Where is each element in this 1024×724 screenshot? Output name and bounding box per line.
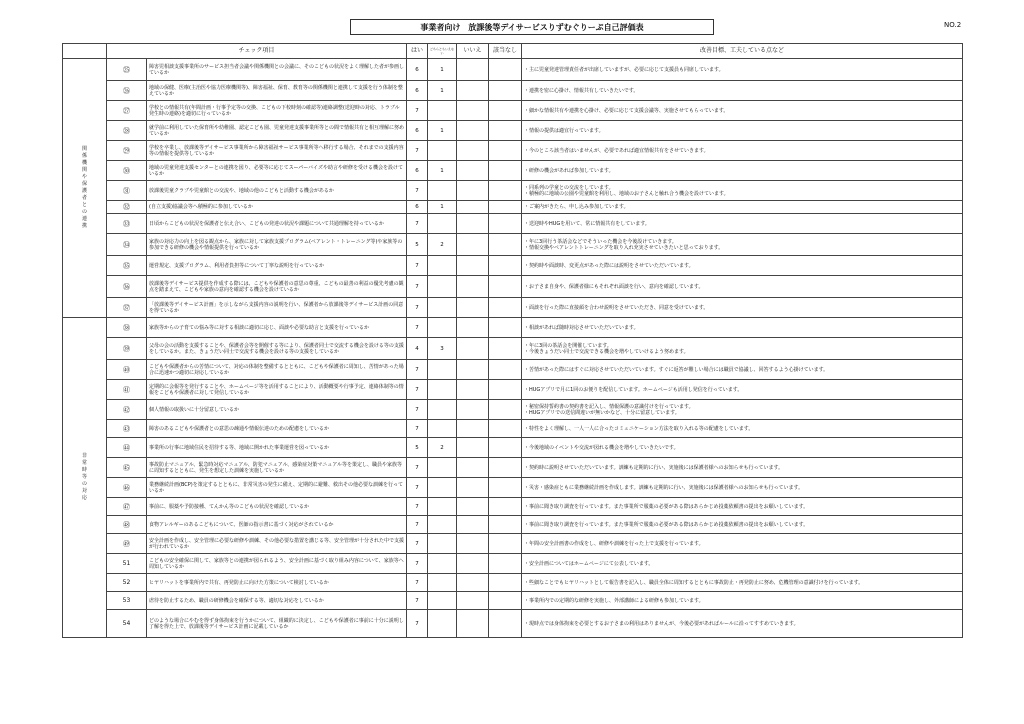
na-count xyxy=(489,554,522,574)
na-count xyxy=(489,201,522,214)
evaluation-table xyxy=(62,43,963,638)
item-text: どのような場合にやむを得ず身体拘束を行うかについて、組織的に決定し、こどもや保護者に事前に十分に説明し了解を得た上で、放課後等デイサービス計画に記載しているか xyxy=(147,610,407,638)
yes-count: 4 xyxy=(407,338,428,360)
yes-count: 7 xyxy=(407,554,428,574)
no-count xyxy=(457,458,489,478)
item-text: こどもの安全確保に関して、家族等との連携が図られるよう、安全計画に基づく取り組み内容について、家族等へ周知しているか xyxy=(147,554,407,574)
item-number: ㉞ xyxy=(107,234,147,256)
table-row xyxy=(63,201,963,214)
document-title: 事業者向け 放課後等デイサービスりずむぐりーぷ自己評価表 xyxy=(350,19,714,35)
yes-count: 7 xyxy=(407,534,428,554)
item-text: 家族の対応力の向上を図る観点から、家族に対して家族支援プログラム(ペアレント・トレーニング等)や家族等の参加できる研修の機会や情報提供を行っているか xyxy=(147,234,407,256)
na-count xyxy=(489,256,522,276)
improvement-comment: ・主に児童発達管理責任者が出席していますが、必要に応じて支援員も同席しています。 xyxy=(522,59,963,81)
improvement-comment: ・相談があれば随時対応させていただいています。 xyxy=(522,318,963,338)
table-row xyxy=(63,214,963,234)
no-count xyxy=(457,498,489,516)
na-count xyxy=(489,360,522,380)
item-text: 定期的に会報等を発行することや、ホームページ等を活用することにより、活動概要や行事予定、連絡体制等の情報をこどもや保護者に対して発信しているか xyxy=(147,380,407,400)
yes-count: 7 xyxy=(407,516,428,534)
item-text: 父母の会の活動を支援することや、保護者会等を開催する等により、保護者同士で交流する機会を設ける等の支援をしているか。また、きょうだい同士で交流する機会を設ける等の支援をしているか xyxy=(147,338,407,360)
item-number: ㊱ xyxy=(107,276,147,298)
na-count xyxy=(489,141,522,161)
item-number: ㉚ xyxy=(107,161,147,181)
item-text: こどもや保護者からの苦情について、対応の体制を整備するとともに、こどもや保護者に周知し、苦情があった場合に迅速かつ適切に対応しているか xyxy=(147,360,407,380)
na-count xyxy=(489,610,522,638)
header-improvement: 改善目標、工夫している点など xyxy=(522,44,963,59)
item-text: 安全計画を作成し、安全管理に必要な研修や訓練、その他必要な措置を講じる等、安全管理が十分された中で支援が行われているか xyxy=(147,534,407,554)
item-number: ㊽ xyxy=(107,516,147,534)
improvement-comment: ・連携を密に心掛け、情報共有していきたいです。 xyxy=(522,81,963,101)
table-row xyxy=(63,516,963,534)
improvement-comment: ・些細なことでもヒヤリハットとして報告書を記入し、職員全体に周知するとともに事故防止・再発防止に努め、危機管理の意識付けを行っています。 xyxy=(522,574,963,592)
no-count xyxy=(457,276,489,298)
na-count xyxy=(489,592,522,610)
table-row xyxy=(63,276,963,298)
improvement-comment: ・情報の提供は適宜行っています。 xyxy=(522,121,963,141)
table-row xyxy=(63,81,963,101)
item-text: ヒヤリハットを事業所内で共有、再発防止に向けた方策について検討しているか xyxy=(147,574,407,592)
yes-count: 7 xyxy=(407,610,428,638)
neither-count xyxy=(428,360,457,380)
na-count xyxy=(489,81,522,101)
neither-count: 2 xyxy=(428,438,457,458)
na-count xyxy=(489,420,522,438)
item-number: ㉟ xyxy=(107,256,147,276)
improvement-comment: ・契約時に説明させていただいています。訓練も定期的に行い、実施後には保護者様へのお知らせも行っています。 xyxy=(522,458,963,478)
item-number: ㊹ xyxy=(107,438,147,458)
yes-count: 7 xyxy=(407,214,428,234)
na-count xyxy=(489,59,522,81)
neither-count xyxy=(428,276,457,298)
no-count xyxy=(457,438,489,458)
no-count xyxy=(457,141,489,161)
yes-count: 7 xyxy=(407,498,428,516)
improvement-comment: ・特性をよく理解し、一人一人に合ったコミュニケーション方法を取り入れる等の配慮をしています。 xyxy=(522,420,963,438)
no-count xyxy=(457,534,489,554)
header-yes: はい xyxy=(407,44,428,59)
neither-count xyxy=(428,554,457,574)
item-number: ㊺ xyxy=(107,458,147,478)
item-number: ㉖ xyxy=(107,81,147,101)
neither-count xyxy=(428,181,457,201)
table-row xyxy=(63,458,963,478)
improvement-comment: ・お子さま自身や、保護者様にもそれぞれ面談を行い、意向を確認しています。 xyxy=(522,276,963,298)
item-number: ㉕ xyxy=(107,59,147,81)
item-text: 食物アレルギーのあるこどもについて、医師の指示書に基づく対応がされているか xyxy=(147,516,407,534)
item-number: 53 xyxy=(107,592,147,610)
item-text: 地域の児童発達支援センターとの連携を図り、必要等に応じてスーパーバイズや助言や研修を受ける機会を設けているか xyxy=(147,161,407,181)
item-text: 障害のあるこどもや保護者との意思の疎通や情報伝達のための配慮をしているか xyxy=(147,420,407,438)
no-count xyxy=(457,420,489,438)
table-row xyxy=(63,554,963,574)
item-text: 放課後児童クラブや児童館との交流や、地域の他のこどもと活動する機会があるか xyxy=(147,181,407,201)
table-row xyxy=(63,318,963,338)
item-text: (自立支援)協議会等へ積極的に参加しているか xyxy=(147,201,407,214)
table-row xyxy=(63,400,963,420)
header-blank xyxy=(63,44,107,59)
table-row xyxy=(63,256,963,276)
yes-count: 7 xyxy=(407,400,428,420)
neither-count xyxy=(428,592,457,610)
table-row xyxy=(63,121,963,141)
table-row xyxy=(63,498,963,516)
table-row xyxy=(63,161,963,181)
no-count xyxy=(457,234,489,256)
no-count xyxy=(457,201,489,214)
neither-count xyxy=(428,498,457,516)
item-number: ㉛ xyxy=(107,181,147,201)
neither-count xyxy=(428,101,457,121)
no-count xyxy=(457,214,489,234)
no-count xyxy=(457,360,489,380)
na-count xyxy=(489,181,522,201)
neither-count: 1 xyxy=(428,201,457,214)
table-row xyxy=(63,360,963,380)
item-text: 学校との情報共有(年間計画・行事予定等の交換、こどもの下校時刻の確認等)連絡調整(送迎時の対応、トラブル発生時の連絡)を適切に行っているか xyxy=(147,101,407,121)
yes-count: 7 xyxy=(407,574,428,592)
neither-count: 3 xyxy=(428,338,457,360)
item-text: 事業所の行事に地域住民を招待する等、地域に開かれた事業運営を図っているか xyxy=(147,438,407,458)
category-cell xyxy=(63,59,107,318)
no-count xyxy=(457,338,489,360)
neither-count xyxy=(428,610,457,638)
na-count xyxy=(489,161,522,181)
item-number: 54 xyxy=(107,610,147,638)
item-number: ㊳ xyxy=(107,318,147,338)
neither-count: 1 xyxy=(428,161,457,181)
neither-count xyxy=(428,380,457,400)
item-text: 地域の保健、医療(主治医や協力医療機関等)、障害福祉、保育、教育等の関係機関と連携して支援を行う体制を整えているか xyxy=(147,81,407,101)
na-count xyxy=(489,574,522,592)
neither-count xyxy=(428,214,457,234)
yes-count: 6 xyxy=(407,201,428,214)
item-number: ㊶ xyxy=(107,380,147,400)
na-count xyxy=(489,338,522,360)
item-text: 虐待を防止するため、職員の研修機会を確保する等、適切な対応をしているか xyxy=(147,592,407,610)
item-text: 就学前に利用していた保育所や幼稚園、認定こども園、児童発達支援事業所等との間で情報共有と相互理解に努めているか xyxy=(147,121,407,141)
table-row xyxy=(63,338,963,360)
no-count xyxy=(457,298,489,318)
na-count xyxy=(489,380,522,400)
improvement-comment: ・年に3回の茶話会を開催しています。 ・今後きょうだい同士で交流できる機会を増やしていけるよう努めます。 xyxy=(522,338,963,360)
no-count xyxy=(457,574,489,592)
item-number: ㊵ xyxy=(107,360,147,380)
na-count xyxy=(489,318,522,338)
no-count xyxy=(457,478,489,498)
table-row xyxy=(63,610,963,638)
improvement-comment: ・安全計画についてはホームページにて公表しています。 xyxy=(522,554,963,574)
category-cell xyxy=(63,318,107,638)
improvement-comment: ・事前に聞き取り調査を行っています。また事業所で服薬の必要がある際はあらかじめ投薬依頼書の提出をお願いしています。 xyxy=(522,498,963,516)
improvement-comment: ・契約時や面談時、変更点があった際には説明をさせていただいています。 xyxy=(522,256,963,276)
item-number: ㊷ xyxy=(107,400,147,420)
na-count xyxy=(489,276,522,298)
yes-count: 6 xyxy=(407,161,428,181)
item-number: ㊲ xyxy=(107,298,147,318)
table-row xyxy=(63,181,963,201)
no-count xyxy=(457,610,489,638)
no-count xyxy=(457,181,489,201)
header-neither: どちらともいえない xyxy=(428,44,457,59)
no-count xyxy=(457,256,489,276)
improvement-comment: ・今のところ該当者はいませんが、必要であれば適宜情報共有をさせていきます。 xyxy=(522,141,963,161)
neither-count xyxy=(428,574,457,592)
neither-count xyxy=(428,256,457,276)
header-na: 該当なし xyxy=(489,44,522,59)
improvement-comment: ・今後地域のイベントや交流が図れる機会を増やしていきたいです。 xyxy=(522,438,963,458)
improvement-comment: ・事前に聞き取り調査を行っています。また事業所で服薬の必要がある際はあらかじめ投薬依頼書の提出をお願いしています。 xyxy=(522,516,963,534)
neither-count: 1 xyxy=(428,121,457,141)
na-count xyxy=(489,101,522,121)
no-count xyxy=(457,318,489,338)
na-count xyxy=(489,458,522,478)
table-row xyxy=(63,478,963,498)
improvement-comment: ・HUGアプリで月に1回のお便りを配信しています。ホームページも活用し発信を行っています。 xyxy=(522,380,963,400)
table-row xyxy=(63,141,963,161)
yes-count: 6 xyxy=(407,81,428,101)
category-label: 非常時等の対応 xyxy=(81,453,87,501)
no-count xyxy=(457,516,489,534)
yes-count: 6 xyxy=(407,59,428,81)
table-row xyxy=(63,574,963,592)
no-count xyxy=(457,121,489,141)
yes-count: 7 xyxy=(407,101,428,121)
no-count xyxy=(457,592,489,610)
page-number: NO.2 xyxy=(944,21,962,29)
category-label: 関係機関や保護者との連携 xyxy=(81,146,87,229)
item-text: 障害児相談支援事業所のサービス担当者会議や関係機関との会議に、そのこどもの状況をよく理解した者が参画しているか xyxy=(147,59,407,81)
na-count xyxy=(489,400,522,420)
item-number: 51 xyxy=(107,554,147,574)
item-number: ㊾ xyxy=(107,534,147,554)
yes-count: 7 xyxy=(407,592,428,610)
na-count xyxy=(489,438,522,458)
yes-count: 7 xyxy=(407,380,428,400)
improvement-comment: ・災害・感染症ともに業務継続計画を作成します。訓練も定期的に行い、実施後には保護者様へのお知らせも行っています。 xyxy=(522,478,963,498)
improvement-comment: ・現時点では身体拘束を必要とするお子さまの利用はありませんが、今後必要があればルールに沿ってすすめていきます。 xyxy=(522,610,963,638)
item-text: 運営規定、支援プログラム、利用者負担等について丁寧な説明を行っているか xyxy=(147,256,407,276)
no-count xyxy=(457,554,489,574)
no-count xyxy=(457,400,489,420)
table-row xyxy=(63,380,963,400)
improvement-comment: ・年に3回行う茶話会などでそういった機会を今後設けていきます。 ・情報交換やペアレントトレーニングを取り入れ充実させていきたいと思っております。 xyxy=(522,234,963,256)
item-text: 個人情報の取扱いに十分留意しているか xyxy=(147,400,407,420)
table-row xyxy=(63,298,963,318)
item-number: ㉝ xyxy=(107,214,147,234)
header-row xyxy=(63,44,963,59)
item-number: ㊻ xyxy=(107,478,147,498)
neither-count xyxy=(428,420,457,438)
item-text: 家族等からの子育ての悩み等に対する相談に適切に応じ、面談や必要な助言と支援を行っているか xyxy=(147,318,407,338)
improvement-comment: ・ご案内がきたら、申し込み参加しています。 xyxy=(522,201,963,214)
header-check-item: チェック項目 xyxy=(107,44,407,59)
item-text: 事故防止マニュアル、緊急時対応マニュアル、防犯マニュアル、感染症対策マニュアル等を策定し、職員や家族等に周知するとともに、発生を想定した訓練を実施しているか xyxy=(147,458,407,478)
na-count xyxy=(489,298,522,318)
yes-count: 7 xyxy=(407,478,428,498)
improvement-comment: ・研修の機会があれば参加しています。 xyxy=(522,161,963,181)
item-number: ㊸ xyxy=(107,420,147,438)
improvement-comment: ・細かな情報共有や連携を心掛け、必要に応じて支援会議等、実施させてもらっています。 xyxy=(522,101,963,121)
yes-count: 7 xyxy=(407,276,428,298)
neither-count: 1 xyxy=(428,81,457,101)
header-no: いいえ xyxy=(457,44,489,59)
table-row xyxy=(63,592,963,610)
item-number: ㉙ xyxy=(107,141,147,161)
na-count xyxy=(489,534,522,554)
no-count xyxy=(457,380,489,400)
na-count xyxy=(489,121,522,141)
no-count xyxy=(457,161,489,181)
no-count xyxy=(457,59,489,81)
improvement-comment: ・同系列の学童との交流をしています。 ・積極的に地域の公園や児童館を利用し、地域のお子さんと触れ合う機会を設けています。 xyxy=(522,181,963,201)
improvement-comment: ・年間の安全計画書の作成をし、研修や訓練を行った上で支援を行っています。 xyxy=(522,534,963,554)
table-body xyxy=(63,59,963,638)
neither-count: 1 xyxy=(428,59,457,81)
yes-count: 7 xyxy=(407,458,428,478)
neither-count xyxy=(428,516,457,534)
na-count xyxy=(489,214,522,234)
neither-count xyxy=(428,141,457,161)
item-text: 業務継続計画(BCP)を策定するとともに、非常災害の発生に備え、定期的に避難、救出その他必要な訓練を行っているか xyxy=(147,478,407,498)
yes-count: 6 xyxy=(407,121,428,141)
item-text: 日頃からこどもの状況を保護者と伝え合い、こどもの発達の状況や課題について共通理解を持っているか xyxy=(147,214,407,234)
table-row xyxy=(63,438,963,458)
no-count xyxy=(457,81,489,101)
yes-count: 7 xyxy=(407,181,428,201)
improvement-comment: ・面談を行った際に直接顔を合わせ説明をさせていただき、同意を受けています。 xyxy=(522,298,963,318)
improvement-comment: ・送迎時やHUGを用いて、常に情報共有をしています。 xyxy=(522,214,963,234)
item-number: 52 xyxy=(107,574,147,592)
yes-count: 7 xyxy=(407,141,428,161)
item-number: ㉗ xyxy=(107,101,147,121)
no-count xyxy=(457,101,489,121)
na-count xyxy=(489,234,522,256)
neither-count xyxy=(428,400,457,420)
yes-count: 7 xyxy=(407,420,428,438)
yes-count: 7 xyxy=(407,360,428,380)
neither-count: 2 xyxy=(428,234,457,256)
item-number: ㉘ xyxy=(107,121,147,141)
neither-count xyxy=(428,534,457,554)
yes-count: 7 xyxy=(407,256,428,276)
item-text: 「放課後等デイサービス計画」を示しながら支援内容の説明を行い、保護者から放課後等デイサービス計画の同意を得ているか xyxy=(147,298,407,318)
neither-count xyxy=(428,458,457,478)
na-count xyxy=(489,478,522,498)
table-row xyxy=(63,534,963,554)
improvement-comment: ・秘密保持誓約書の契約書を記入し、情報保護の意識付けを行っています。 ・HUGアプリでの送信間違いが無いかなど、十分に留意しています。 xyxy=(522,400,963,420)
improvement-comment: ・事業所内での定期的な研修を実施し、外部講師による研修も参加しています。 xyxy=(522,592,963,610)
na-count xyxy=(489,498,522,516)
table-row xyxy=(63,420,963,438)
yes-count: 7 xyxy=(407,318,428,338)
item-number: ㊴ xyxy=(107,338,147,360)
item-text: 放課後等デイサービス提供を作成する際には、こどもや保護者の意思の尊重、こどもの最善の利益の優先考慮の観点を踏まえて、こどもや家族の意向を確認する機会を設けているか xyxy=(147,276,407,298)
yes-count: 5 xyxy=(407,438,428,458)
item-text: 学校を卒業し、放課後等デイサービス事業所から障害福祉サービス事業所等へ移行する場合、それまでの支援内容等の情報を提供等しているか xyxy=(147,141,407,161)
neither-count xyxy=(428,318,457,338)
neither-count xyxy=(428,298,457,318)
item-text: 事前に、服薬や予防接種、てんかん等のこどもの状況を確認しているか xyxy=(147,498,407,516)
neither-count xyxy=(428,478,457,498)
item-number: ㉜ xyxy=(107,201,147,214)
yes-count: 7 xyxy=(407,298,428,318)
item-number: ㊼ xyxy=(107,498,147,516)
improvement-comment: ・苦情があった際にはすぐに対応させていただいています。すぐに返答が難しい場合には職員で協議し、回答するよう心掛けています。 xyxy=(522,360,963,380)
na-count xyxy=(489,516,522,534)
table-row xyxy=(63,59,963,81)
table-row xyxy=(63,234,963,256)
yes-count: 5 xyxy=(407,234,428,256)
table-row xyxy=(63,101,963,121)
